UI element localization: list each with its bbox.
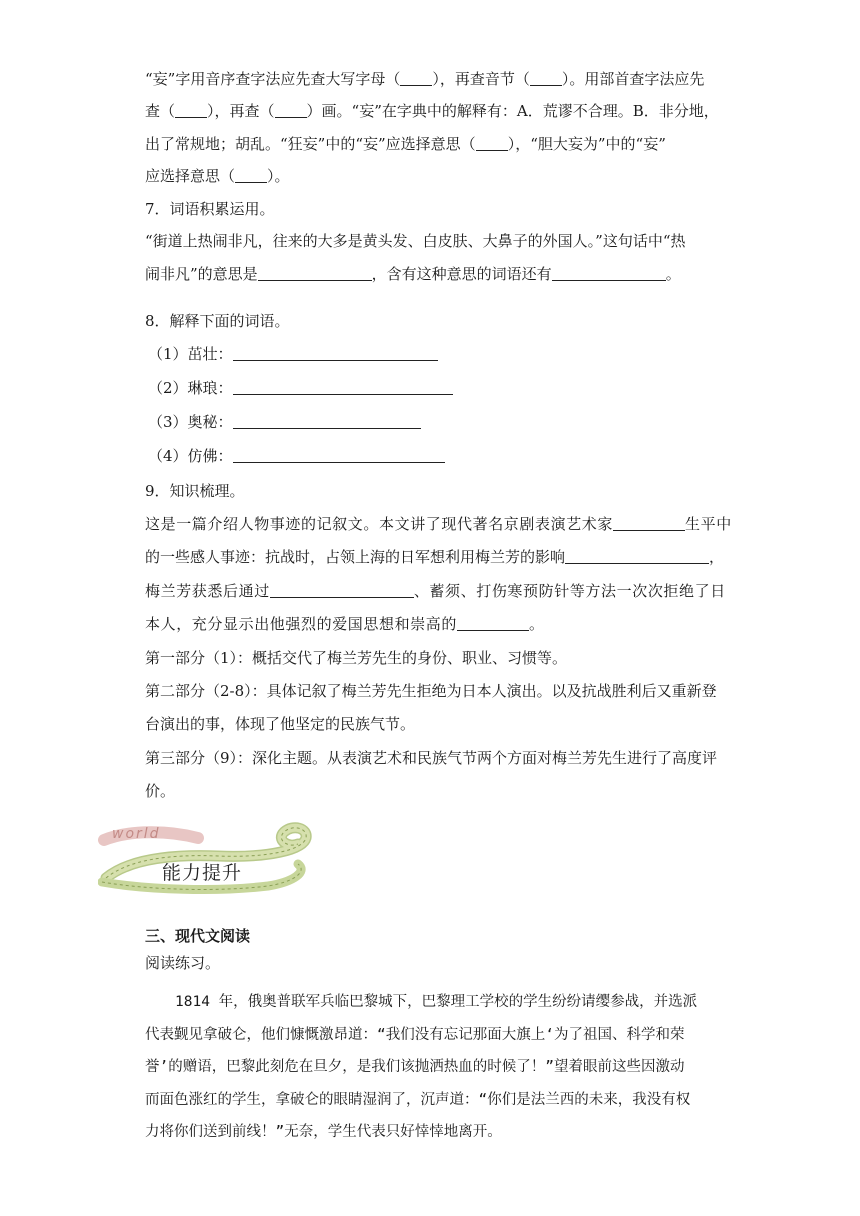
q9-line-4 xyxy=(145,613,545,634)
q8-item-label: （4）仿佛： xyxy=(148,447,233,465)
q9-part-3-cont: 价。 xyxy=(145,782,176,800)
q8-item-label: （1）茁壮： xyxy=(148,345,233,363)
answer-blank[interactable] xyxy=(400,71,432,86)
q9-text: 梅兰芳获悉后通过 xyxy=(145,582,270,600)
q9-text: ， xyxy=(709,548,725,566)
q9-text: 这是一篇介绍人物事迹的记叙文。本文讲了现代著名京剧表演艺术家 xyxy=(145,515,614,533)
q9-text: 。 xyxy=(529,615,545,633)
q8-item-label: （2）琳琅： xyxy=(148,379,233,397)
q9-text: 、蓄须、打伤寒预防针等方法一次次拒绝了日 xyxy=(413,582,726,600)
answer-blank[interactable] xyxy=(613,516,685,531)
passage-line: 誉’的赠语，巴黎此刻危在旦夕，是我们该抛洒热血的时候了！”望着眼前这些因激动 xyxy=(145,1059,685,1075)
q9-part-2-cont: 台演出的事，体现了他坚定的民族气节。 xyxy=(145,715,416,733)
q9-text: 本人，充分显示出他强烈的爱国思想和崇高的 xyxy=(145,615,458,633)
q9-title: 9．知识梳理。 xyxy=(145,482,245,500)
answer-blank[interactable] xyxy=(530,71,562,86)
q9-line-2 xyxy=(145,546,724,567)
q9-part-3: 第三部分（9）：深化主题。从表演艺术和民族气节两个方面对梅兰芳先生进行了高度评 xyxy=(145,749,718,767)
q6-line-3 xyxy=(145,133,666,154)
answer-blank[interactable] xyxy=(175,103,207,118)
q9-part-1: 第一部分（1）：概括交代了梅兰芳先生的身份、职业、习惯等。 xyxy=(145,649,568,667)
q6-text: ）。 xyxy=(267,167,290,185)
q9-text: 的一些感人事迹：抗战时，占领上海的日军想利用梅兰芳的影响 xyxy=(145,548,566,566)
q8-item xyxy=(148,377,453,398)
answer-blank[interactable] xyxy=(476,136,508,151)
q6-text: ）。用部首查字法应先 xyxy=(561,70,705,88)
q6-line-1 xyxy=(145,68,720,89)
passage-line: 1814 年，俄奥普联军兵临巴黎城下，巴黎理工学校的学生纷纷请缨参战，并选派 xyxy=(175,994,698,1010)
q6-text: ），再查（ xyxy=(207,102,275,120)
answer-blank[interactable] xyxy=(270,583,414,598)
q6-text: ）画。“妄”在字典中的解释有：A．荒谬不合理。B．非分地， xyxy=(306,102,719,120)
q6-text: ），再查音节（ xyxy=(432,70,530,88)
answer-blank[interactable] xyxy=(457,616,529,631)
q9-part-2: 第二部分（2-8）：具体记叙了梅兰芳先生拒绝为日本人演出。以及抗战胜利后又重新登 xyxy=(145,682,717,700)
q9-text: 生平中 xyxy=(685,515,732,533)
q6-line-4 xyxy=(145,165,290,186)
passage-line: 力将你们送到前线！”无奈，学生代表只好悻悻地离开。 xyxy=(145,1124,502,1140)
q7-text: ，含有这种意思的词语还有 xyxy=(371,265,552,283)
q8-item xyxy=(148,343,438,364)
q8-item-label: （3）奥秘： xyxy=(148,413,233,431)
answer-blank[interactable] xyxy=(258,266,372,281)
section-subtitle: 阅读练习。 xyxy=(145,954,221,972)
q8-item xyxy=(148,445,445,466)
reading-passage xyxy=(145,986,720,1149)
answer-blank[interactable] xyxy=(233,380,453,395)
q6-text: 查（ xyxy=(145,102,176,120)
banner-logo-text: world xyxy=(112,826,161,842)
q7-line-1: “街道上热闹非凡，往来的大多是黄头发、白皮肤、大鼻子的外国人。”这句话中“热 xyxy=(145,232,686,250)
banner-label: 能力提升 xyxy=(162,862,243,884)
answer-blank[interactable] xyxy=(565,549,709,564)
q8-item xyxy=(148,411,421,432)
answer-blank[interactable] xyxy=(552,266,666,281)
q6-text: ），“胆大妄为”中的“妄” xyxy=(507,135,666,153)
answer-blank[interactable] xyxy=(233,448,445,463)
passage-line: 代表觐见拿破仑，他们慷慨激昂道：“我们没有忘记那面大旗上‘为了祖国、科学和荣 xyxy=(145,1026,685,1043)
q7-text: 闹非凡”的意思是 xyxy=(145,265,258,283)
q7-text: 。 xyxy=(665,265,681,283)
q6-line-2 xyxy=(145,100,719,121)
q9-line-1 xyxy=(145,513,732,534)
answer-blank[interactable] xyxy=(233,346,438,361)
q7-line-2 xyxy=(145,263,681,284)
ability-banner xyxy=(98,820,313,900)
answer-blank[interactable] xyxy=(233,414,421,429)
answer-blank[interactable] xyxy=(275,103,307,118)
q9-line-3 xyxy=(145,580,726,601)
q6-text: “妄”字用音序查字法应先查大写字母（ xyxy=(145,70,401,88)
passage-line: 而面色涨红的学生，拿破仑的眼睛湿润了，沉声道：“你们是法兰西的未来，我没有权 xyxy=(145,1091,691,1108)
q6-text: 应选择意思（ xyxy=(145,167,236,185)
q6-text: 出了常规地；胡乱。“狂妄”中的“妄”应选择意思（ xyxy=(145,135,476,153)
section-title: 三、现代文阅读 xyxy=(145,927,251,945)
q8-title: 8．解释下面的词语。 xyxy=(145,312,290,330)
q7-title: 7．词语积累运用。 xyxy=(145,200,275,218)
answer-blank[interactable] xyxy=(235,168,267,183)
